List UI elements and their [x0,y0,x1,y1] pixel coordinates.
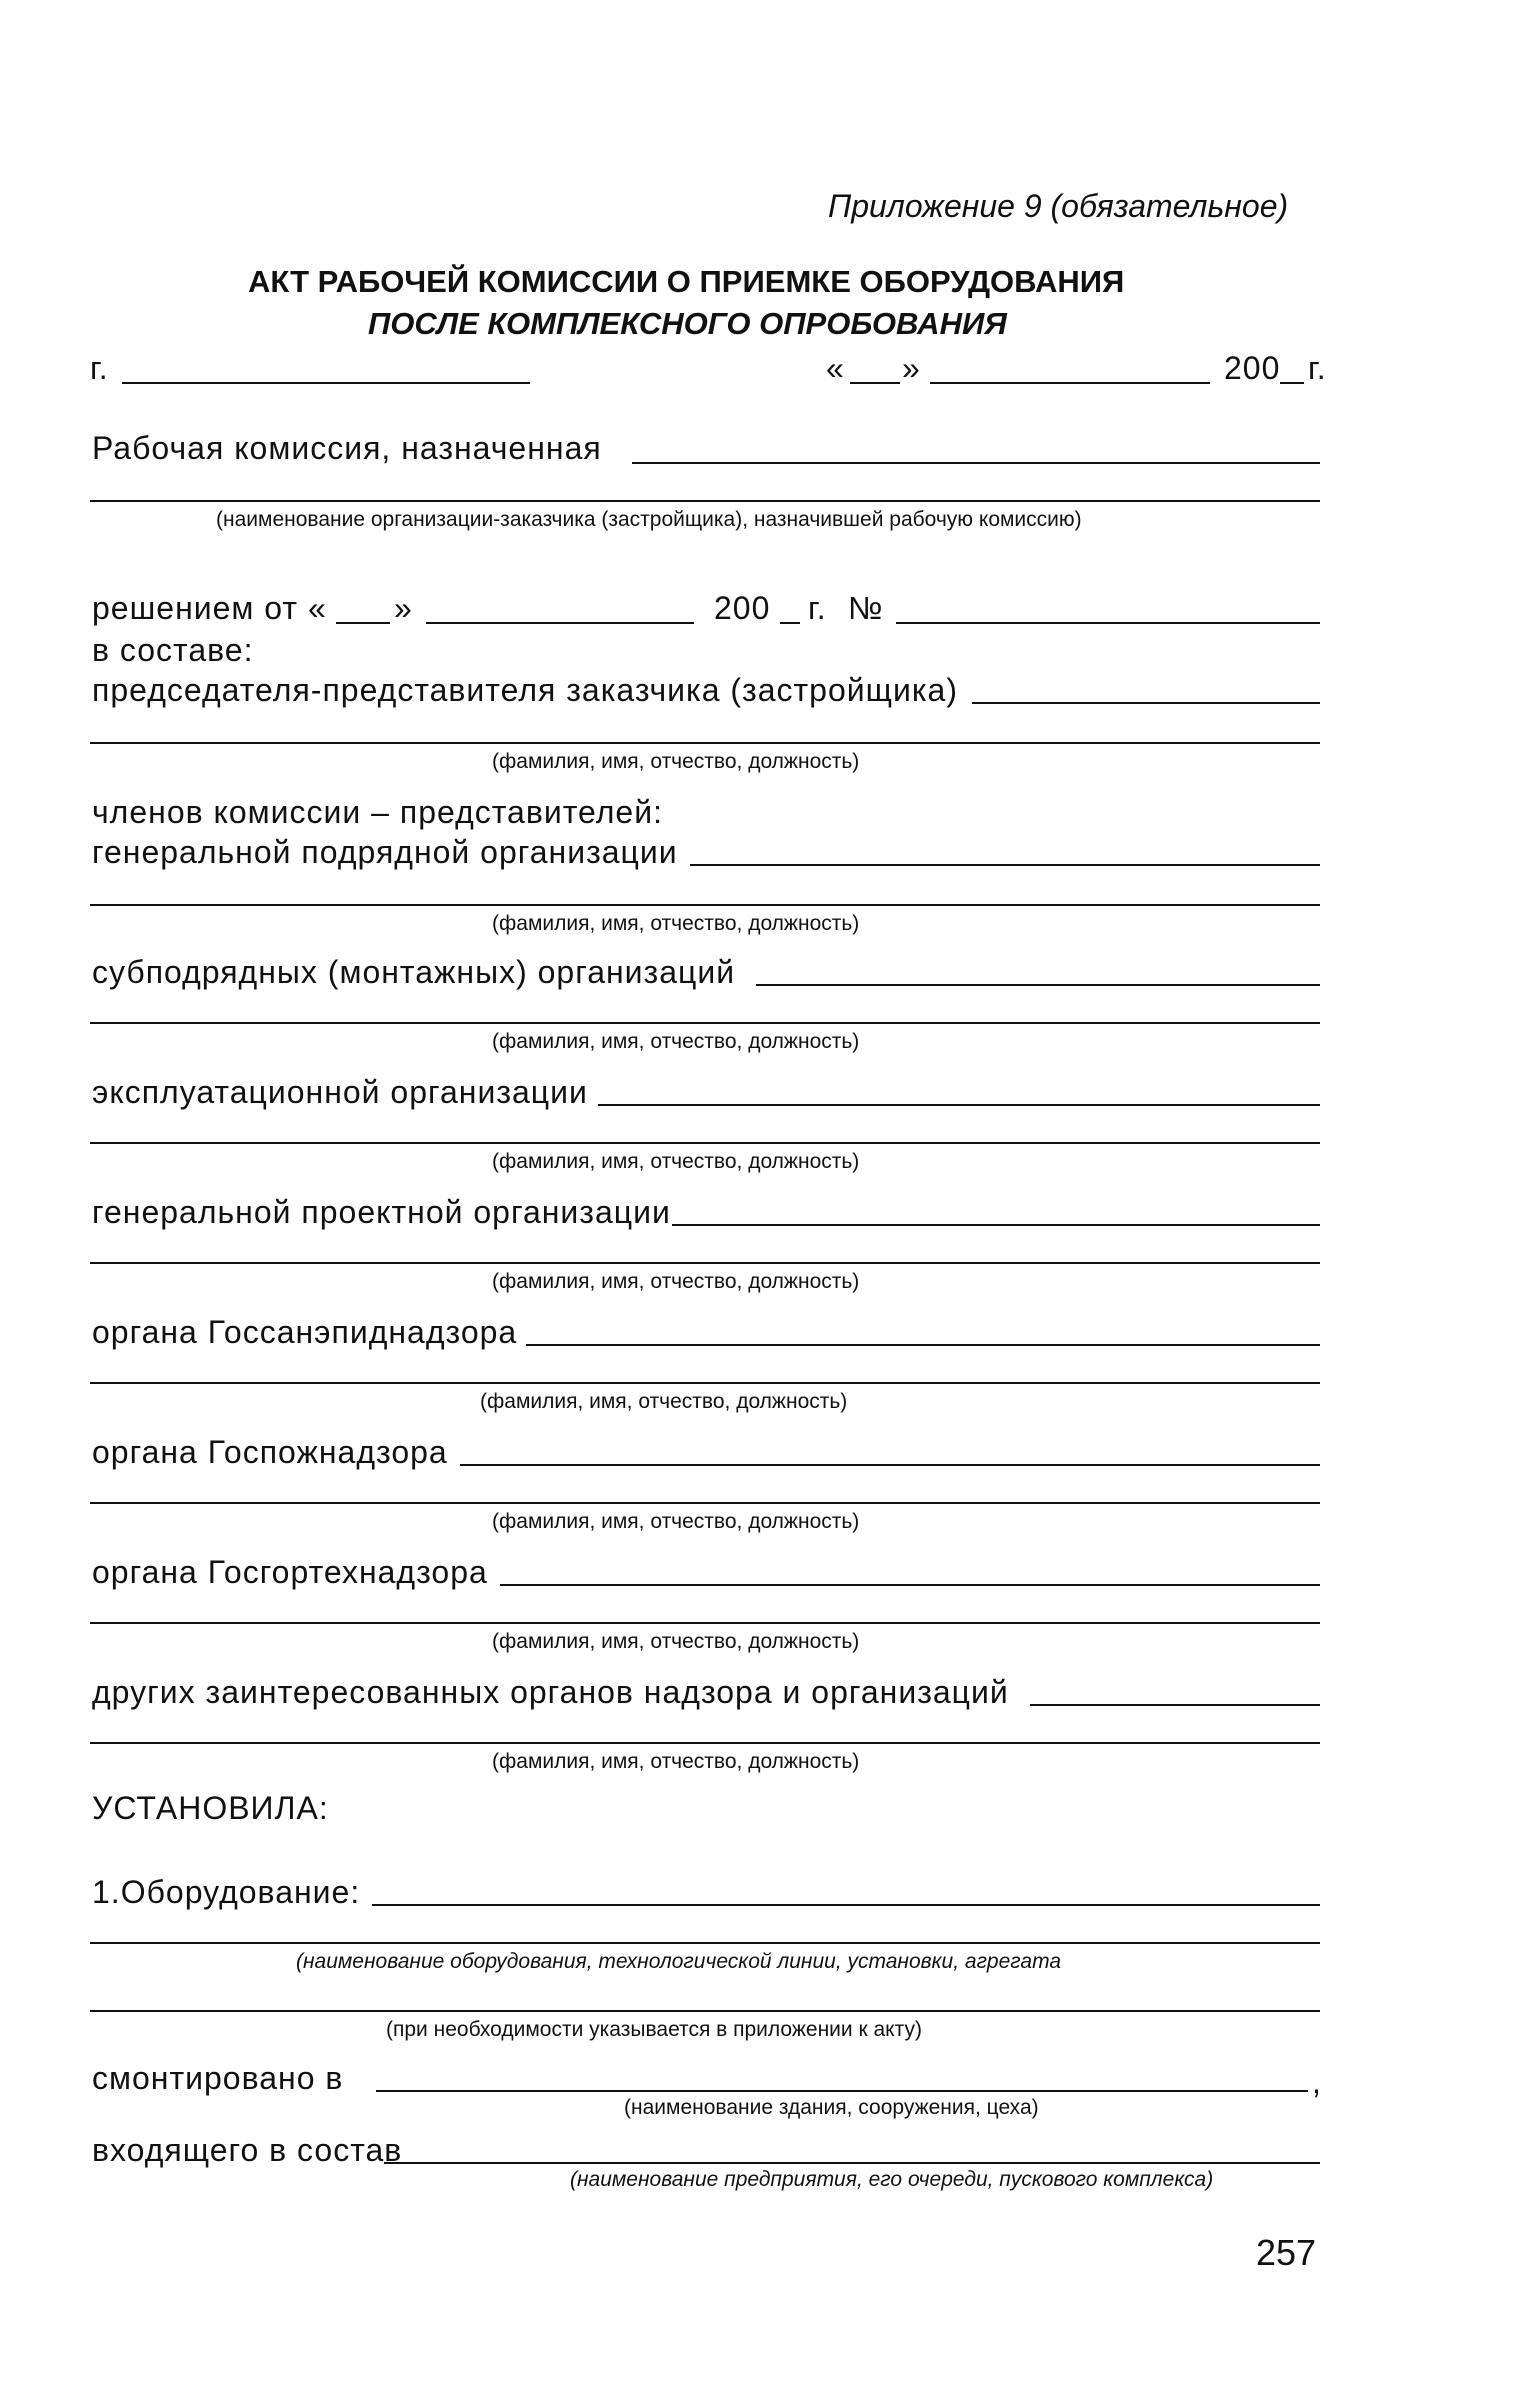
year-suffix: г. [1308,350,1327,386]
decision-close-quote: » [394,590,413,626]
general-contractor-field[interactable] [690,864,1320,866]
chairman-field-2[interactable] [90,742,1320,744]
part-of-label: входящего в состав [92,2132,403,2168]
equipment-field-3[interactable] [90,2010,1320,2012]
decision-day-field[interactable] [336,622,390,624]
document-title-line2: ПОСЛЕ КОМПЛЕКСНОГО ОПРОБОВАНИЯ [368,306,1007,341]
date-open-quote: « [826,350,845,386]
enterprise-caption: (наименование предприятия, его очереди, пускового комплекса) [570,2168,1214,2191]
general-design-label: генеральной проектной организации [92,1194,671,1230]
day-field[interactable] [850,382,900,384]
general-design-caption: (фамилия, имя, отчество, должность) [492,1270,860,1293]
mounted-comma: , [1312,2064,1322,2100]
general-contractor-label: генеральной подрядной организации [92,834,678,870]
number-sign: № [848,590,884,626]
decision-year-suffix: г. [808,590,827,626]
operating-org-field-2[interactable] [90,1142,1320,1144]
chairman-field[interactable] [972,702,1320,704]
equipment-label: 1.Оборудование: [92,1874,361,1910]
other-orgs-caption: (фамилия, имя, отчество, должность) [492,1750,860,1773]
appendix-caption: (при необходимости указывается в приложении к акту) [386,2018,922,2041]
general-design-field-2[interactable] [90,1262,1320,1264]
chairman-caption: (фамилия, имя, отчество, должность) [492,750,860,773]
subcontractors-caption: (фамилия, имя, отчество, должность) [492,1030,860,1053]
year-field[interactable] [1280,382,1304,384]
fire-inspection-field-2[interactable] [90,1502,1320,1504]
equipment-field-2[interactable] [90,1942,1320,1944]
fire-inspection-label: органа Госпожнадзора [92,1434,448,1470]
decision-month-field[interactable] [426,622,694,624]
commission-label: Рабочая комиссия, назначенная [92,430,602,466]
operating-org-caption: (фамилия, имя, отчество, должность) [492,1150,860,1173]
commission-caption: (наименование организации-заказчика (застройщика), назначившей рабочую комиссию) [216,508,1082,531]
appendix-label: Приложение 9 (обязательное) [828,188,1289,224]
mining-inspection-field[interactable] [500,1584,1320,1586]
equipment-field[interactable] [372,1904,1320,1906]
date-close-quote: » [902,350,921,386]
city-prefix: г. [90,350,109,386]
chairman-label: председателя-представителя заказчика (застройщика) [92,672,958,708]
other-orgs-field[interactable] [1030,1704,1320,1706]
subcontractors-field[interactable] [756,984,1320,986]
general-design-field[interactable] [672,1224,1320,1226]
composition-label: в составе: [92,632,254,668]
sanepid-field-2[interactable] [90,1382,1320,1384]
sanepid-field[interactable] [526,1344,1320,1346]
fire-inspection-field[interactable] [460,1464,1320,1466]
equipment-caption: (наименование оборудования, технологической линии, установки, агрегата [296,1950,1062,1973]
other-orgs-label: других заинтересованных органов надзора и организаций [92,1674,1009,1710]
mining-inspection-field-2[interactable] [90,1622,1320,1624]
sanepid-label: органа Госсанэпиднадзора [92,1314,518,1350]
year-prefix: 200 [1224,350,1281,386]
mounted-field[interactable] [376,2090,1308,2092]
operating-org-label: эксплуатационной организации [92,1074,588,1110]
decision-year: 200 [714,590,771,626]
building-caption: (наименование здания, сооружения, цеха) [624,2096,1039,2119]
subcontractors-label: субподрядных (монтажных) организаций [92,954,736,990]
mining-inspection-label: органа Госгортехнадзора [92,1554,488,1590]
members-heading: членов комиссии – представителей: [92,794,663,830]
other-orgs-field-2[interactable] [90,1742,1320,1744]
commission-field[interactable] [632,462,1320,464]
fire-inspection-caption: (фамилия, имя, отчество, должность) [492,1510,860,1533]
month-field[interactable] [930,382,1210,384]
subcontractors-field-2[interactable] [90,1022,1320,1024]
decision-year-field[interactable] [780,622,800,624]
established-heading: УСТАНОВИЛА: [92,1790,329,1826]
commission-field-2[interactable] [90,500,1320,502]
mining-inspection-caption: (фамилия, имя, отчество, должность) [492,1630,860,1653]
city-field[interactable] [122,382,530,384]
decision-number-field[interactable] [896,622,1320,624]
operating-org-field[interactable] [598,1104,1320,1106]
part-of-field[interactable] [384,2162,1320,2164]
document-title-line1: АКТ РАБОЧЕЙ КОМИССИИ О ПРИЕМКЕ ОБОРУДОВАНИЯ [248,264,1125,299]
general-contractor-caption: (фамилия, имя, отчество, должность) [492,912,860,935]
general-contractor-field-2[interactable] [90,904,1320,906]
sanepid-caption: (фамилия, имя, отчество, должность) [480,1390,848,1413]
page-number: 257 [1256,2232,1317,2273]
decision-label: решением от « [92,590,327,626]
mounted-label: смонтировано в [92,2060,344,2096]
